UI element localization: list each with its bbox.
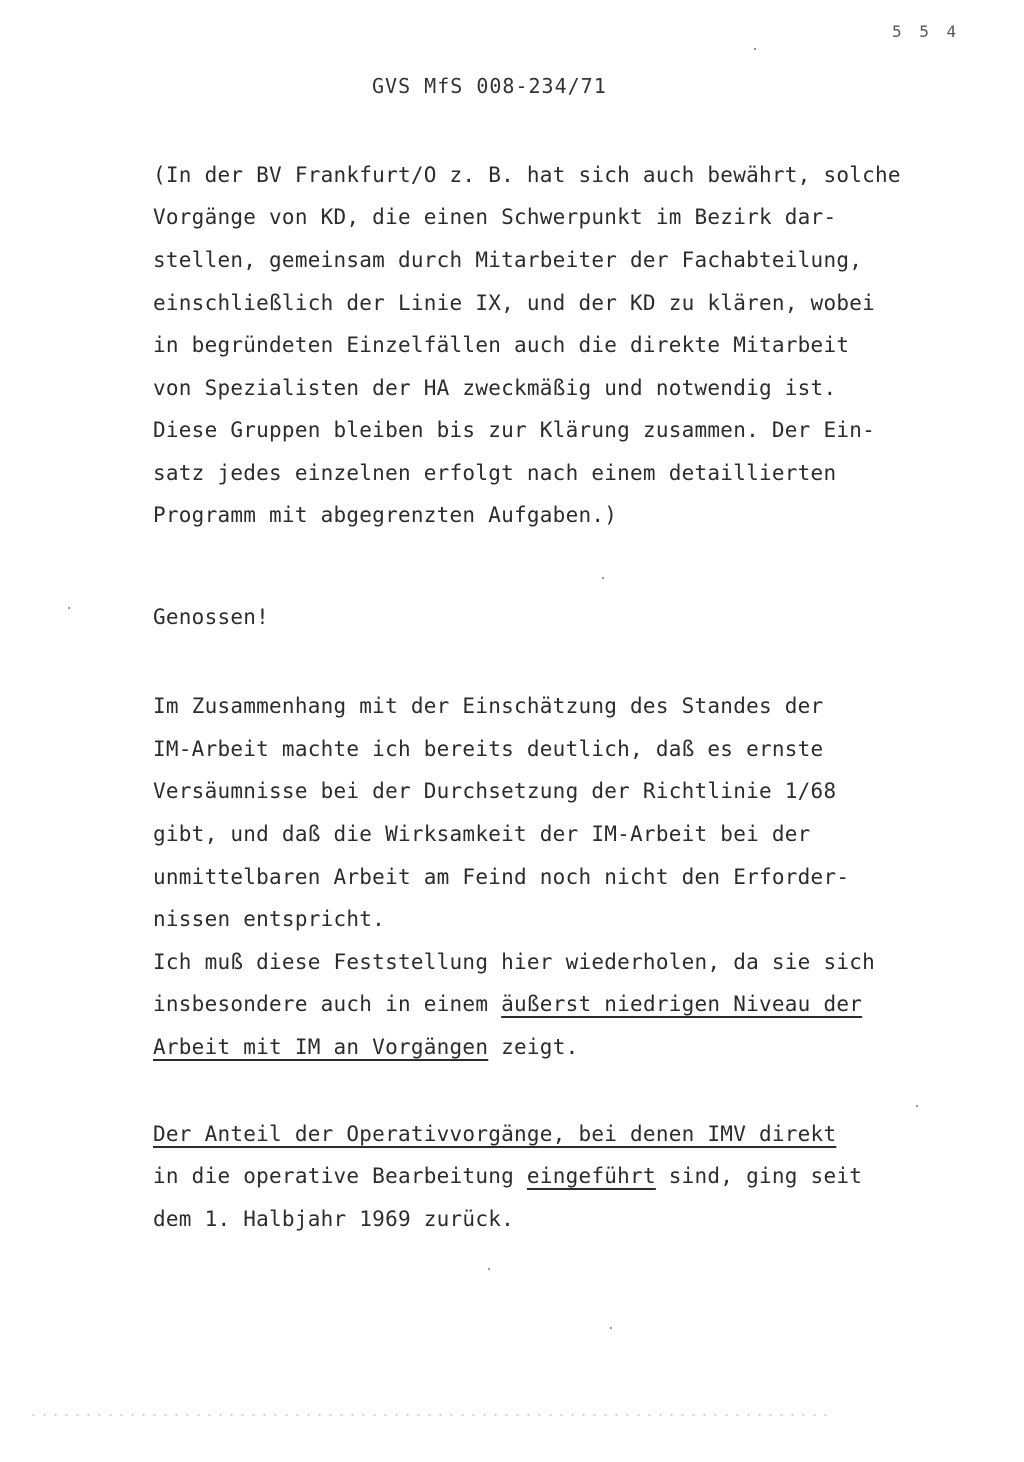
paragraph-3-line-2 [153,1164,862,1188]
scan-speck [602,577,604,579]
scan-speck [488,1268,490,1270]
paragraph-2-line-5: unmittelbaren Arbeit am Feind noch nicht den Erforder- [153,865,850,889]
scan-speck [754,48,756,50]
paragraph-2-line-9-text: zeigt. [488,1035,579,1059]
paragraph-3-line-1 [153,1122,836,1146]
document-reference: GVS MfS 008-234/71 [372,74,607,98]
paragraph-1-line-6: von Spezialisten der HA zweckmäßig und notwendig ist. [153,376,837,400]
scan-speck [610,1327,612,1329]
page-number: 5 5 4 [892,22,961,41]
scan-speck [68,607,70,609]
paragraph-2-line-8-text: insbesondere auch in einem [153,992,502,1016]
paragraph-2-line-8 [153,992,862,1016]
underlined-emphasis: eingeführt [526,1164,656,1188]
paragraph-2-line-6: nissen entspricht. [153,907,386,931]
paragraph-3-line-3: dem 1. Halbjahr 1969 zurück. [153,1207,515,1231]
underlined-emphasis: Arbeit mit IM an Vorgängen [153,1035,489,1059]
paragraph-2-line-1: Im Zusammenhang mit der Einschätzung des Standes der [153,694,824,718]
paragraph-1-line-5: in begründeten Einzelfällen auch die direkte Mitarbeit [153,333,850,357]
scan-noise [28,1412,828,1418]
paragraph-2-line-3: Versäumnisse bei der Durchsetzung der Richtlinie 1/68 [153,779,837,803]
scan-speck [916,1105,918,1107]
paragraph-1-line-2: Vorgänge von KD, die einen Schwerpunkt im Bezirk dar- [153,205,837,229]
paragraph-1-line-4: einschließlich der Linie IX, und der KD zu klären, wobei [153,291,876,315]
paragraph-3-line-2-text-a: in die operative Bearbeitung [153,1164,527,1188]
paragraph-2-line-7: Ich muß diese Feststellung hier wiederholen, da sie sich [153,950,876,974]
underlined-emphasis: äußerst niedrigen Niveau der [501,992,863,1016]
paragraph-2-line-4: gibt, und daß die Wirksamkeit der IM-Arbeit bei der [153,822,811,846]
paragraph-3-line-2-text-b: sind, ging seit [655,1164,863,1188]
paragraph-1-line-1: (In der BV Frankfurt/O z. B. hat sich auch bewährt, solche [153,163,901,187]
paragraph-1-line-3: stellen, gemeinsam durch Mitarbeiter der Fachabteilung, [153,248,863,272]
greeting: Genossen! [153,605,270,629]
paragraph-2-line-2: IM-Arbeit machte ich bereits deutlich, daß es ernste [153,737,824,761]
paragraph-2-line-9 [153,1035,579,1059]
paragraph-1-line-9: Programm mit abgegrenzten Aufgaben.) [153,503,618,527]
paragraph-1-line-8: satz jedes einzelnen erfolgt nach einem detaillierten [153,461,837,485]
underlined-emphasis: Der Anteil der Operativvorgänge, bei denen IMV direkt [153,1122,837,1146]
paragraph-1-line-7: Diese Gruppen bleiben bis zur Klärung zusammen. Der Ein- [153,418,876,442]
